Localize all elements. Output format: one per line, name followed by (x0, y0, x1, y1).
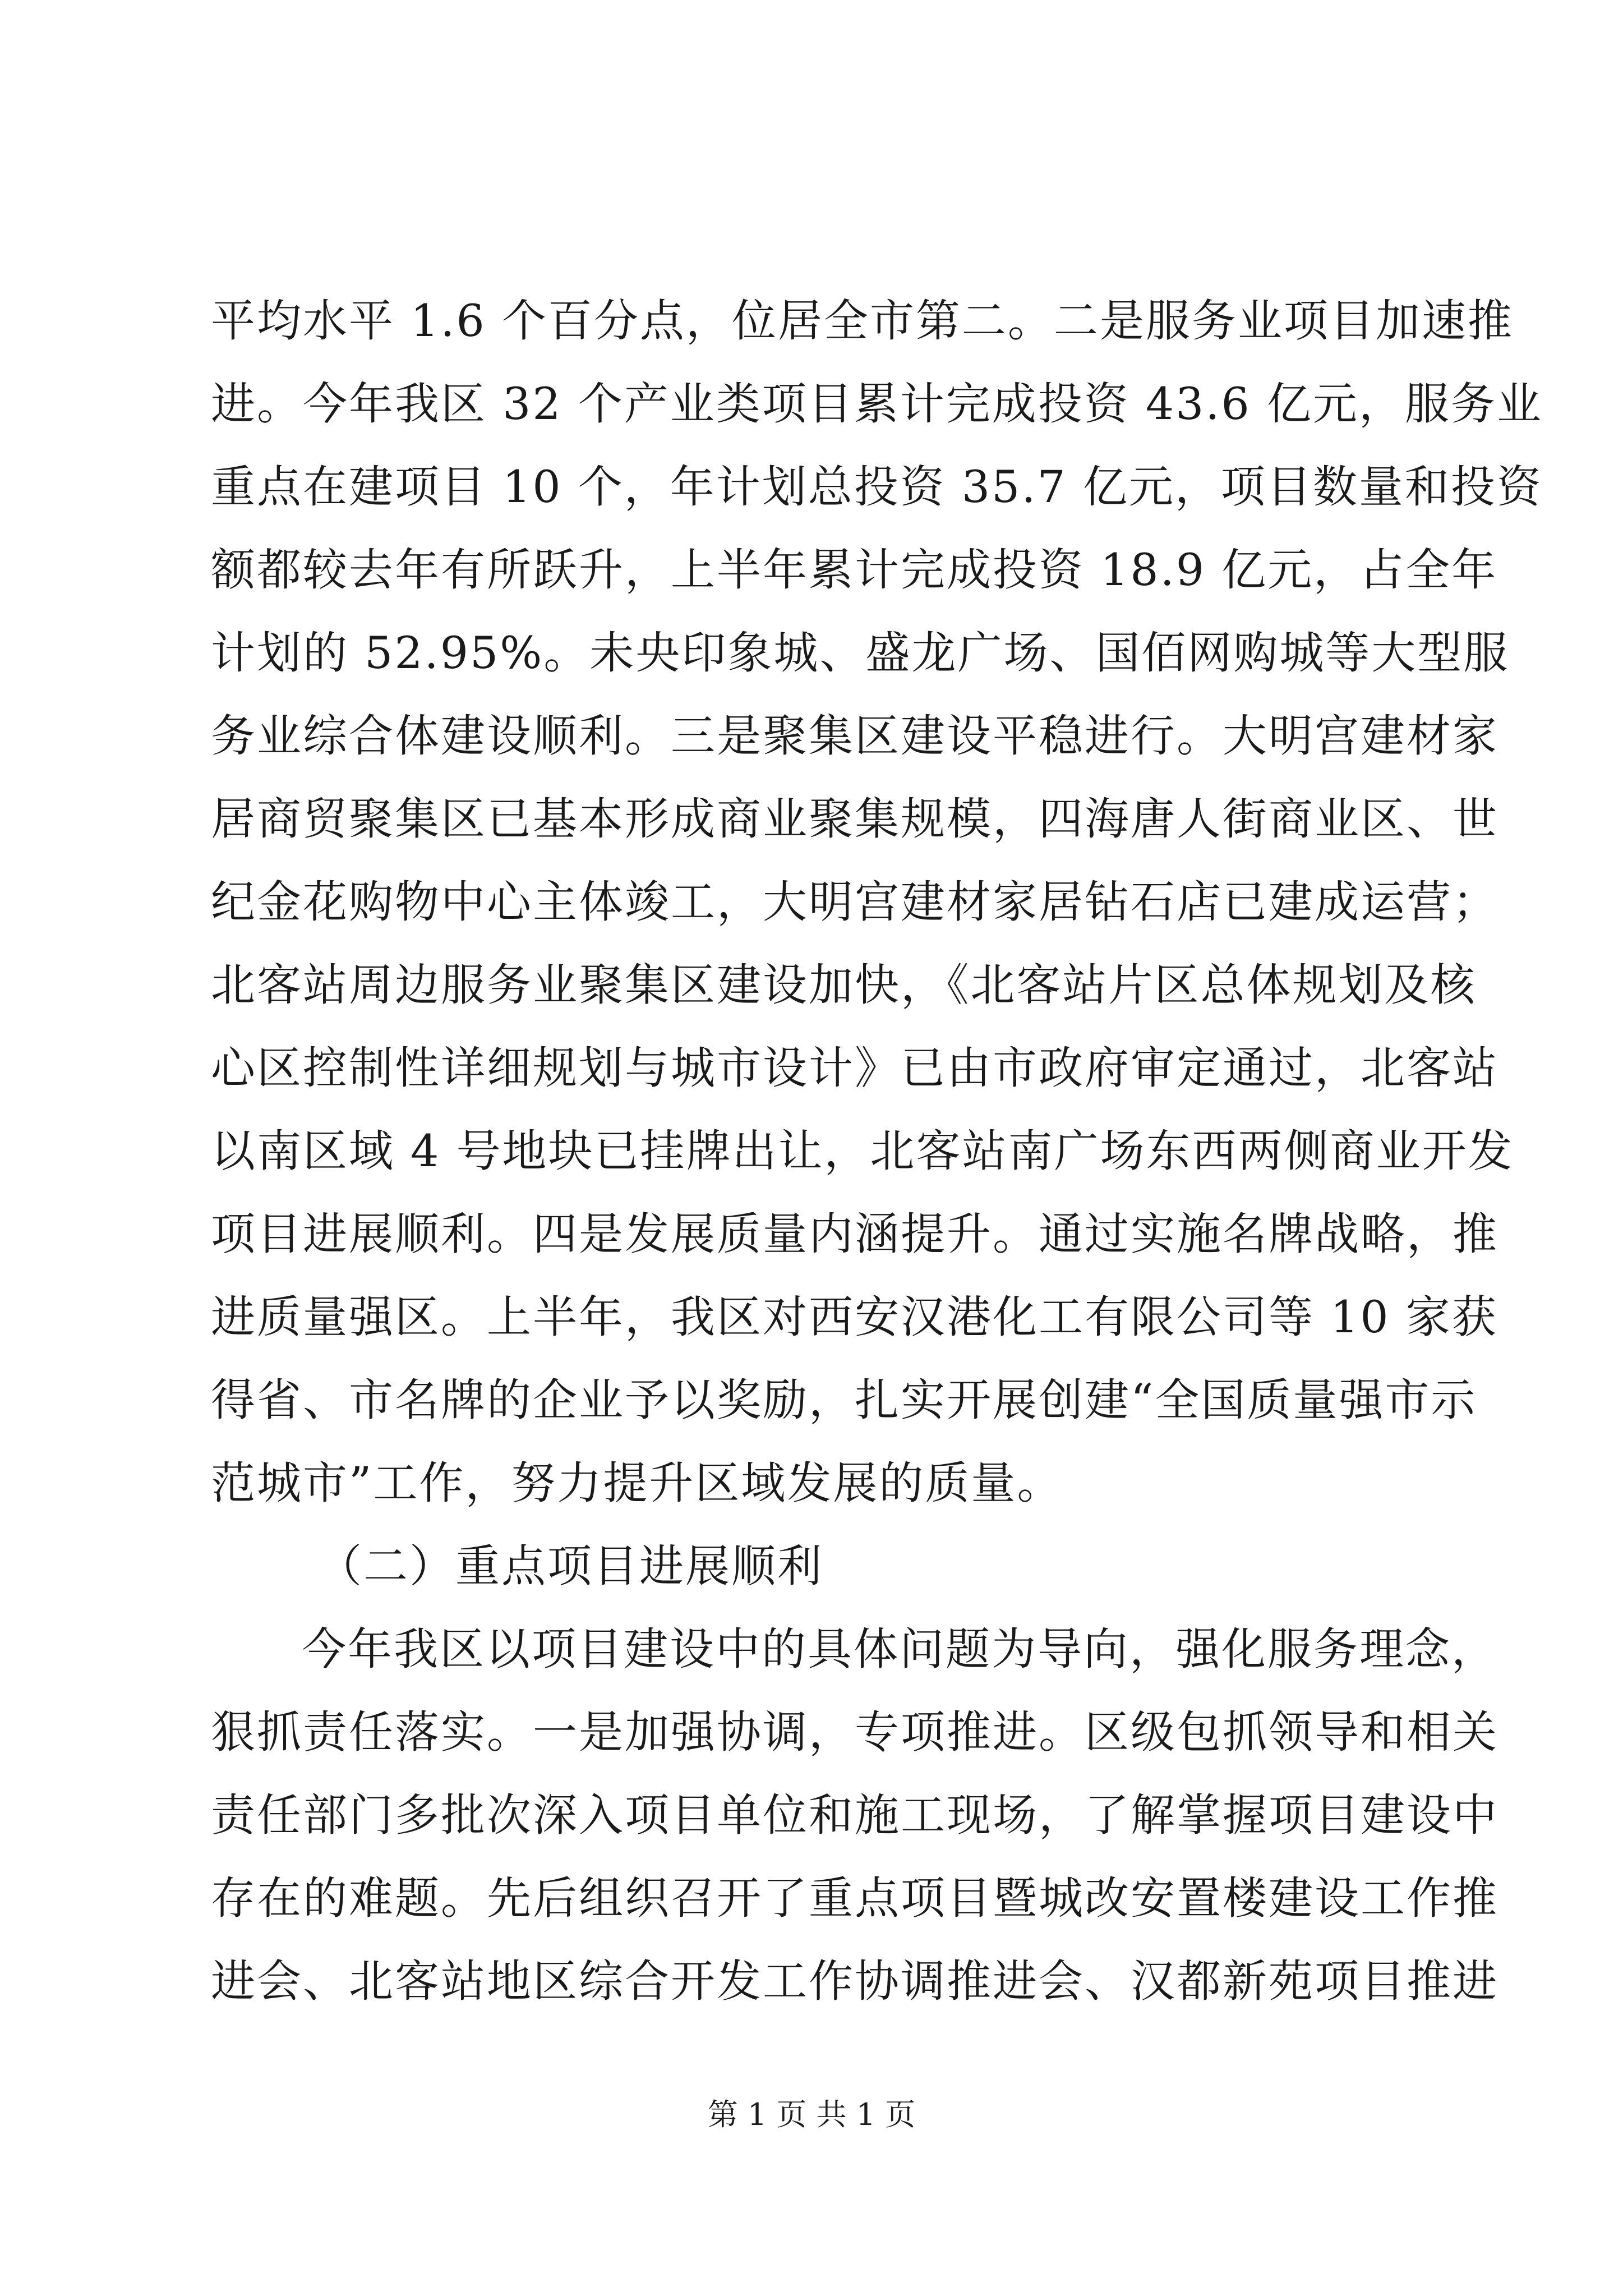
text-line: 责任部门多批次深入项目单位和施工现场，了解掌握项目建设中 (211, 1789, 1498, 1841)
page-footer (0, 2095, 1623, 2134)
page-number-label: 第 1 页 共 1 页 (707, 2097, 916, 2132)
text-line: 额都较去年有所跃升，上半年累计完成投资 18.9 亿元，占全年 (211, 544, 1498, 596)
text-line: 范城市”工作，努力提升区域发展的质量。 (211, 1457, 1063, 1509)
text-line: 居商贸聚集区已基本形成商业聚集规模，四海唐人街商业区、世 (211, 793, 1498, 845)
text-line: 进质量强区。上半年，我区对西安汉港化工有限公司等 10 家获 (211, 1291, 1498, 1343)
text-line: 北客站周边服务业聚集区建设加快，《北客站片区总体规划及核 (211, 959, 1477, 1011)
text-line: 平均水平 1.6 个百分点，位居全市第二。二是服务业项目加速推 (211, 295, 1514, 347)
document-body (211, 279, 1543, 2023)
text-line: 今年我区以项目建设中的具体问题为导向，强化服务理念， (302, 1623, 1497, 1675)
text-line: 项目进展顺利。四是发展质量内涵提升。通过实施名牌战略，推 (211, 1208, 1498, 1260)
text-line: 狠抓责任落实。一是加强协调，专项推进。区级包抓领导和相关 (211, 1706, 1498, 1758)
text-line: 重点在建项目 10 个，年计划总投资 35.7 亿元，项目数量和投资 (211, 461, 1543, 513)
text-line: 得省、市名牌的企业予以奖励，扎实开展创建“全国质量强市示 (211, 1374, 1477, 1426)
text-line: 进会、北客站地区综合开发工作协调推进会、汉都新苑项目推进 (211, 1955, 1498, 2007)
text-line: 存在的难题。先后组织召开了重点项目暨城改安置楼建设工作推 (211, 1872, 1498, 1924)
text-line: 以南区域 4 号地块已挂牌出让，北客站南广场东西两侧商业开发 (211, 1125, 1514, 1177)
text-line: 务业综合体建设顺利。三是聚集区建设平稳进行。大明宫建材家 (211, 710, 1498, 762)
text-line: 进。今年我区 32 个产业类项目累计完成投资 43.6 亿元，服务业 (211, 378, 1543, 430)
text-line: 心区控制性详细规划与城市设计》已由市政府审定通过，北客站 (211, 1042, 1498, 1094)
text-line: 纪金花购物中心主体竣工，大明宫建材家居钻石店已建成运营； (211, 876, 1498, 928)
section-heading: （二）重点项目进展顺利 (317, 1540, 823, 1592)
text-line: 计划的 52.95%。未央印象城、盛龙广场、国佰网购城等大型服 (211, 627, 1510, 679)
